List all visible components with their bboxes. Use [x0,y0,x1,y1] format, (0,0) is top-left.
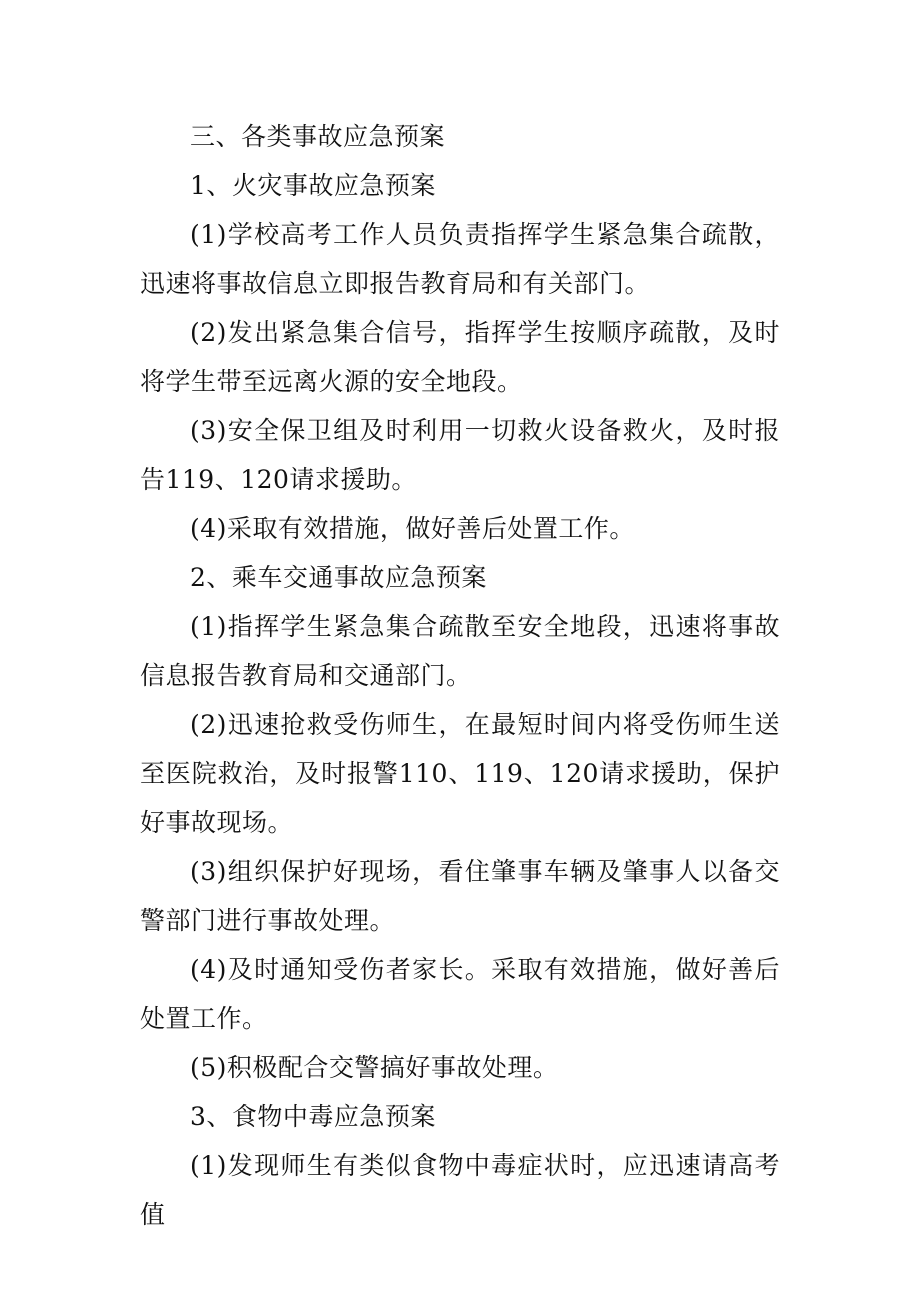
section-heading: 三、各类事故应急预案 [190,122,446,151]
subsection-heading-fire: 1、火灾事故应急预案 [190,171,436,200]
paragraph: (2)发出紧急集合信号，指挥学生按顺序疏散，及时将学生带至远离火源的安全地段。 [140,318,780,396]
paragraph: (2)迅速抢救受伤师生，在最短时间内将受伤师生送至医院救治，及时报警110、119、120请求援助，保护好事故现场。 [140,710,780,837]
paragraph: (1)学校高考工作人员负责指挥学生紧急集合疏散，迅速将事故信息立即报告教育局和有关部门。 [140,220,780,298]
paragraph: (4)及时通知受伤者家长。采取有效措施，做好善后处置工作。 [140,955,780,1033]
paragraph: (5)积极配合交警搞好事故处理。 [190,1053,559,1082]
document-body [140,112,780,1239]
paragraph: (3)组织保护好现场，看住肇事车辆及肇事人以备交警部门进行事故处理。 [140,857,780,935]
subsection-heading-traffic: 2、乘车交通事故应急预案 [190,563,487,592]
paragraph: (3)安全保卫组及时利用一切救火设备救火，及时报告119、120请求援助。 [140,416,780,494]
paragraph: (1)指挥学生紧急集合疏散至安全地段，迅速将事故信息报告教育局和交通部门。 [140,612,780,690]
subsection-heading-food-poisoning: 3、食物中毒应急预案 [190,1102,436,1131]
paragraph: (4)采取有效措施，做好善后处置工作。 [190,514,635,543]
paragraph: (1)发现师生有类似食物中毒症状时，应迅速请高考值 [140,1151,780,1229]
